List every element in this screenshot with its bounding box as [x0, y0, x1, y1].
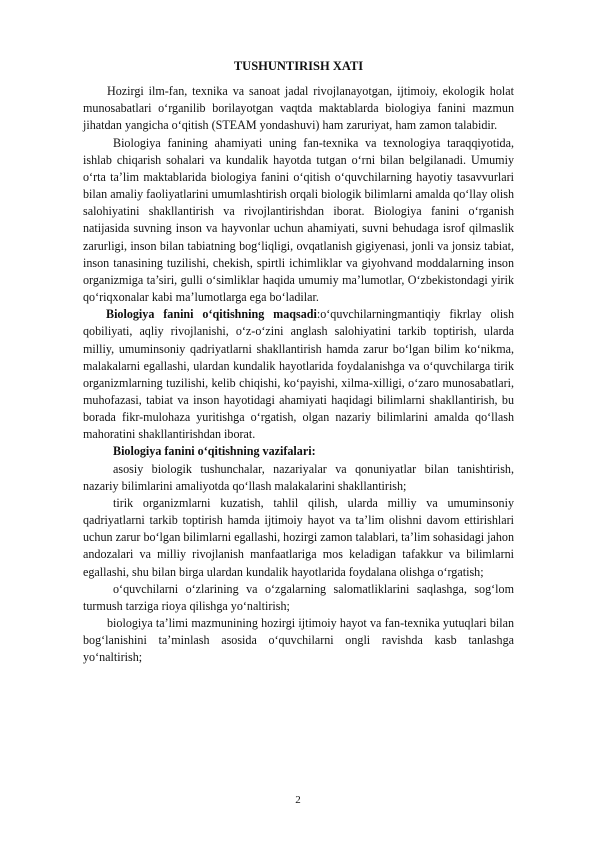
task-item-2: tirik organizmlarni kuzatish, tahlil qilish, ularda milliy va umuminsoniy qadriyatlarni tarkib toptirish hamda ijtimoiy hayot va ta’lim olishni davom ettirishlari uchun zarur bo‘lgan bilimlarni egallashi, hozirgi zamon talablari, ta’lim sohasidagi jahon andozalari va milliy rivojlanish manfaatlariga mos keladigan tafakkur va bilimlarni egallashi, shu bilan birga ulardan kundalik hayotlarida foydalana olishga o‘rgatish; [83, 495, 514, 579]
page-number: 2 [295, 794, 301, 806]
task-item-1: asosiy biologik tushunchalar, nazariyalar va qonuniyatlar bilan tanishtirish, nazariy bilimlarini amaliyotda qo‘llash malakalarini shakllantirish; [83, 461, 514, 493]
paragraph-intro: Hozirgi ilm-fan, texnika va sanoat jadal rivojlanayotgan, ijtimoiy, ekologik holat munosabatlari o‘rganilib borilayotgan vaqtda maktablarda biologiya fanini mazmun jihatdan yangicha o‘qitish (STEAM yondashuvi) ham zaruriyat, ham zamon talabidir. [83, 84, 514, 133]
document-page [83, 58, 514, 666]
page-title: TUSHUNTIRISH XATI [233, 59, 364, 73]
task-item-4: biologiya ta’limi mazmunining hozirgi ijtimoiy hayot va fan-texnika yutuqlari bilan bog‘lanishini ta’minlash asosida o‘quvchilarni ongli ravishda kasb tanlashga yo‘naltirish; [83, 616, 514, 665]
goal-text: :o‘quvchilarningmantiqiy fikrlay olish qobiliyati, aqliy rivojlanishi, o‘z-o‘zini anglash salohiyatini tarkib toptirish, ularda milliy, umuminsoniy qadriyatlarni shakllantirish hamda zarur bo‘lgan bilim ko‘nikma, malakalarni egallashi, ulardan kundalik hayotlarida foydalanishga va o‘quvchilarga tirik organizmlarning tuzilishi, kelib chiqishi, ko‘payishi, xilma-xilligi, o‘zaro munosabatlari, muhofazasi, tabiat va inson hayotidagi ahamiyati haqidagi bilimlarni shakllantirish, bu borada fikr-mulohaza yuritishga o‘rgatish, olgan nazariy bilimlarini amalda qo‘llash mahoratini shakllantirishdan iborat. [83, 307, 514, 442]
task-item-3: o‘quvchilarni o‘zlarining va o‘zgalarning salomatliklarini saqlashga, sog‘lom turmush tarziga rioya qilishga yo‘naltirish; [83, 581, 514, 613]
tasks-heading: Biologiya fanini o‘qitishning vazifalari: [113, 444, 316, 459]
paragraph-importance: Biologiya fanining ahamiyati uning fan-texnika va texnologiya taraqqiyotida, ishlab chiqarish sohalari va kundalik hayotda tutgan o‘rni bilan belgilanadi. Umumiy o‘rta ta’lim maktablarida biologiya fanini o‘qitish o‘quvchilarning hayotiy tasavvurlari bilan amaliy faoliyatlarini umumlashtirish orqali biologik bilimlarni amalda qo‘llay olish salohiyatini shakllantirish va rivojlantirishdan iborat. Biologiya fanini o‘rganish natijasida suvning inson va hayvonlar uchun ahamiyati, suvni behudaga isrof qilmaslik zarurligi, inson bilan tabiatning bog‘liqligi, ovqatlanish gigiyenasi, jonli va jonsiz tabiat, inson tanasining tuzilishi, chekish, spirtli ichimliklar va giyohvand moddalarning inson organizmiga ta’siri, gulli o‘simliklar haqida umumiy ma’lumotlar, O‘zbekistondagi yirik qo‘riqxonalar kabi ma’lumotlarga ega bo‘ladilar. [83, 135, 514, 305]
paragraph-goal [83, 306, 514, 443]
goal-heading: Biologiya fanini o‘qitishning maqsadi [106, 307, 317, 322]
